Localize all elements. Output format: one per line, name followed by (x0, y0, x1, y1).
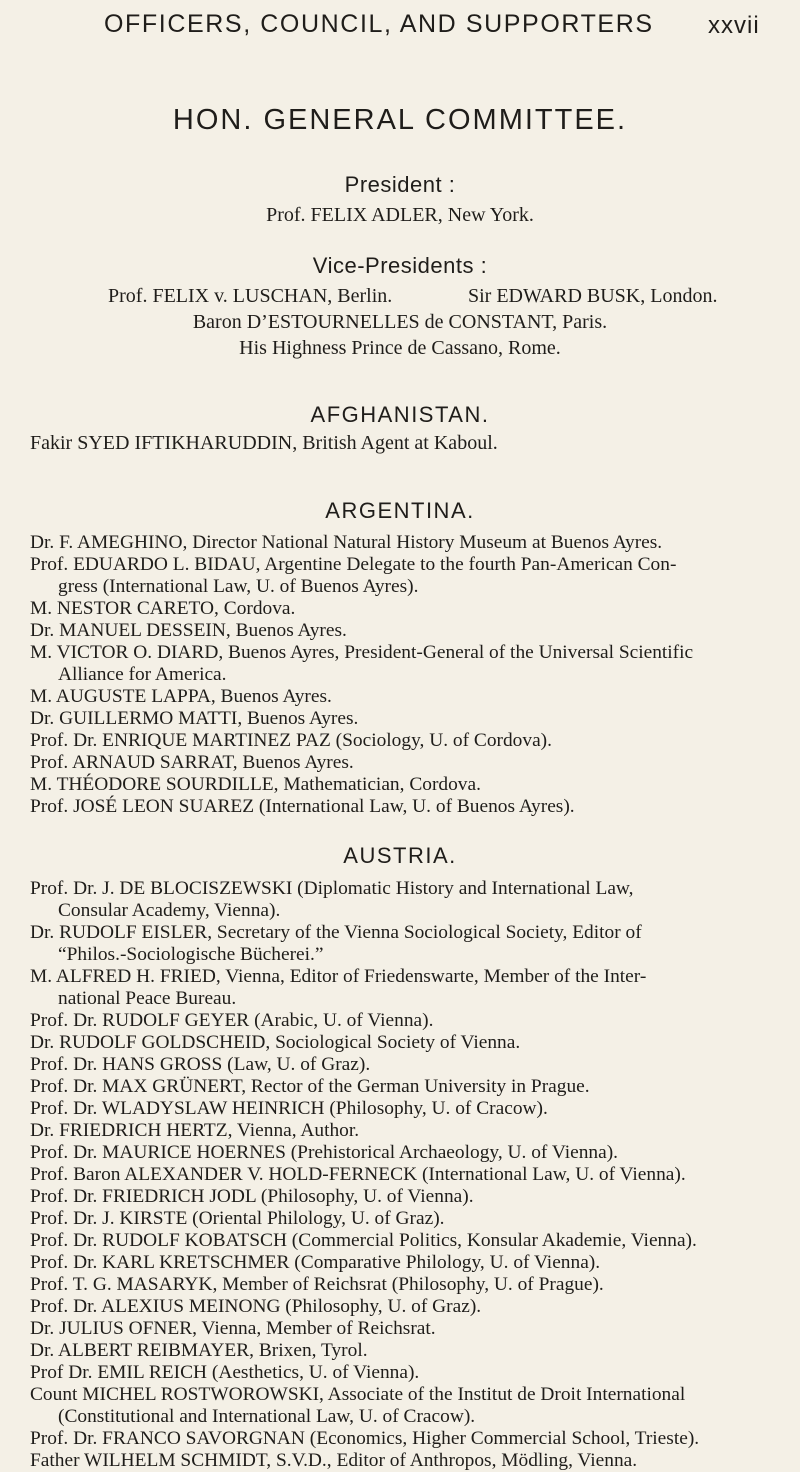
entry-line: Dr. MANUEL DESSEIN, Buenos Ayres. (30, 620, 347, 641)
entry-line: Dr. GUILLERMO MATTI, Buenos Ayres. (30, 708, 359, 729)
entry-line: M. ALFRED H. FRIED, Vienna, Editor of Friedenswarte, Member of the Inter- (30, 966, 647, 987)
list-item (30, 1076, 790, 1098)
entry-line: Prof Dr. EMIL REICH (Aesthetics, U. of Vienna). (30, 1362, 420, 1383)
president-heading: President : (344, 172, 456, 197)
entry-line: Prof. Dr. ENRIQUE MARTINEZ PAZ (Sociology, U. of Cordova). (30, 730, 552, 751)
committee-title: HON. GENERAL COMMITTEE. (172, 104, 628, 136)
list-item (30, 642, 790, 686)
entry-line: Prof. Dr. RUDOLF GEYER (Arabic, U. of Vienna). (30, 1010, 434, 1031)
list-item (30, 708, 790, 730)
list-item (30, 1098, 790, 1120)
entry-line: Dr. RUDOLF EISLER, Secretary of the Vienna Sociological Society, Editor of (30, 922, 642, 943)
austria-entries (30, 878, 790, 1472)
entry-line: Prof. Dr. ALEXIUS MEINONG (Philosophy, U. of Graz). (30, 1296, 482, 1317)
section-title-argentina: ARGENTINA. (325, 498, 475, 523)
page-number: xxvii (708, 12, 760, 39)
list-item (30, 878, 790, 922)
list-item (30, 1230, 790, 1252)
list-item (30, 1296, 790, 1318)
list-item (30, 1340, 790, 1362)
running-head (0, 10, 800, 50)
entry-line: Prof. ARNAUD SARRAT, Buenos Ayres. (30, 752, 354, 773)
list-item (30, 1142, 790, 1164)
entry-line: Dr. ALBERT REIBMAYER, Brixen, Tyrol. (30, 1340, 368, 1361)
list-item (30, 1318, 790, 1340)
entry-line: Prof. Dr. WLADYSLAW HEINRICH (Philosophy, U. of Cracow). (30, 1098, 548, 1119)
list-item (30, 1252, 790, 1274)
entry-line: Prof. Dr. FRANCO SAVORGNAN (Economics, Higher Commercial School, Trieste). (30, 1428, 700, 1449)
list-item (30, 922, 790, 966)
entry-line: Prof. Dr. HANS GROSS (Law, U. of Graz). (30, 1054, 371, 1075)
entry-line: Prof. Dr. RUDOLF KOBATSCH (Commercial Politics, Konsular Akademie, Vienna). (30, 1230, 697, 1251)
list-item (30, 598, 790, 620)
list-item (30, 1274, 790, 1296)
entry-continuation: gress (International Law, U. of Buenos Ayres). (58, 576, 419, 597)
entry-line: Prof. Dr. FRIEDRICH JODL (Philosophy, U. of Vienna). (30, 1186, 474, 1207)
entry-line: Prof. Dr. J. KIRSTE (Oriental Philology, U. of Graz). (30, 1208, 445, 1229)
vice-president: Baron D’ESTOURNELLES de CONSTANT, Paris. (192, 311, 608, 333)
entry-line: M. VICTOR O. DIARD, Buenos Ayres, President-General of the Universal Scientific (30, 642, 694, 663)
entry-line: M. THÉODORE SOURDILLE, Mathematician, Cordova. (30, 774, 481, 795)
vice-president: Prof. FELIX v. LUSCHAN, Berlin. (108, 285, 393, 307)
list-item (30, 774, 790, 796)
running-head-title: OFFICERS, COUNCIL, AND SUPPORTERS (104, 10, 654, 38)
entry-line: Prof. EDUARDO L. BIDAU, Argentine Delegate to the fourth Pan-American Con- (30, 554, 677, 575)
list-item (30, 1428, 790, 1450)
entry-line: Prof. Dr. MAURICE HOERNES (Prehistorical Archaeology, U. of Vienna). (30, 1142, 619, 1163)
list-item (30, 1362, 790, 1384)
vice-president: His Highness Prince de Cassano, Rome. (239, 337, 561, 359)
list-item (30, 1384, 790, 1428)
list-item (30, 1208, 790, 1230)
entry-line: M. AUGUSTE LAPPA, Buenos Ayres. (30, 686, 332, 707)
entry-line: Father WILHELM SCHMIDT, S.V.D., Editor of Anthropos, Mödling, Vienna. (30, 1450, 638, 1471)
entry-continuation: national Peace Bureau. (58, 988, 237, 1009)
entry-line: Prof. Baron ALEXANDER V. HOLD-FERNECK (International Law, U. of Vienna). (30, 1164, 686, 1185)
list-item (30, 796, 790, 818)
entry-line: Dr. F. AMEGHINO, Director National Natural History Museum at Buenos Ayres. (30, 532, 663, 553)
entry-continuation: Alliance for America. (58, 664, 227, 685)
list-item (30, 1120, 790, 1142)
entry-line: Dr. FRIEDRICH HERTZ, Vienna, Author. (30, 1120, 360, 1141)
entry-line: Count MICHEL ROSTWOROWSKI, Associate of the Institut de Droit International (30, 1384, 686, 1405)
entry-continuation: “Philos.-Sociologische Bücherei.” (58, 944, 324, 965)
entry-line: Dr. RUDOLF GOLDSCHEID, Sociological Society of Vienna. (30, 1032, 521, 1053)
entry-line: Prof. Dr. J. DE BLOCISZEWSKI (Diplomatic History and International Law, (30, 878, 634, 899)
entry-line: Prof. Dr. KARL KRETSCHMER (Comparative Philology, U. of Vienna). (30, 1252, 601, 1273)
section-title-austria: AUSTRIA. (343, 843, 457, 868)
list-item (30, 1450, 790, 1472)
list-item (30, 1186, 790, 1208)
entry-line: Prof. JOSÉ LEON SUAREZ (International Law, U. of Buenos Ayres). (30, 796, 575, 817)
list-item (30, 1164, 790, 1186)
list-item (30, 730, 790, 752)
list-item (30, 1032, 790, 1054)
entry-line: M. NESTOR CARETO, Cordova. (30, 598, 296, 619)
list-item (30, 532, 790, 554)
list-item (30, 752, 790, 774)
section-title-afghanistan: AFGHANISTAN. (310, 402, 490, 427)
vice-president: Sir EDWARD BUSK, London. (468, 285, 718, 307)
argentina-entries (30, 532, 790, 818)
list-item (30, 554, 790, 598)
list-item (30, 686, 790, 708)
entry-line: Prof. Dr. MAX GRÜNERT, Rector of the German University in Prague. (30, 1076, 590, 1097)
entry-line: Dr. JULIUS OFNER, Vienna, Member of Reichsrat. (30, 1318, 436, 1339)
list-item (30, 620, 790, 642)
entry-continuation: (Constitutional and International Law, U. of Cracow). (58, 1406, 476, 1427)
list-item: Fakir SYED IFTIKHARUDDIN, British Agent at Kaboul. (30, 432, 498, 454)
list-item (30, 1010, 790, 1032)
list-item (30, 1054, 790, 1076)
entry-continuation: Consular Academy, Vienna). (58, 900, 281, 921)
president-name: Prof. FELIX ADLER, New York. (266, 204, 534, 226)
entry-line: Prof. T. G. MASARYK, Member of Reichsrat (Philosophy, U. of Prague). (30, 1274, 604, 1295)
vice-presidents-heading: Vice-Presidents : (312, 253, 488, 278)
list-item (30, 966, 790, 1010)
